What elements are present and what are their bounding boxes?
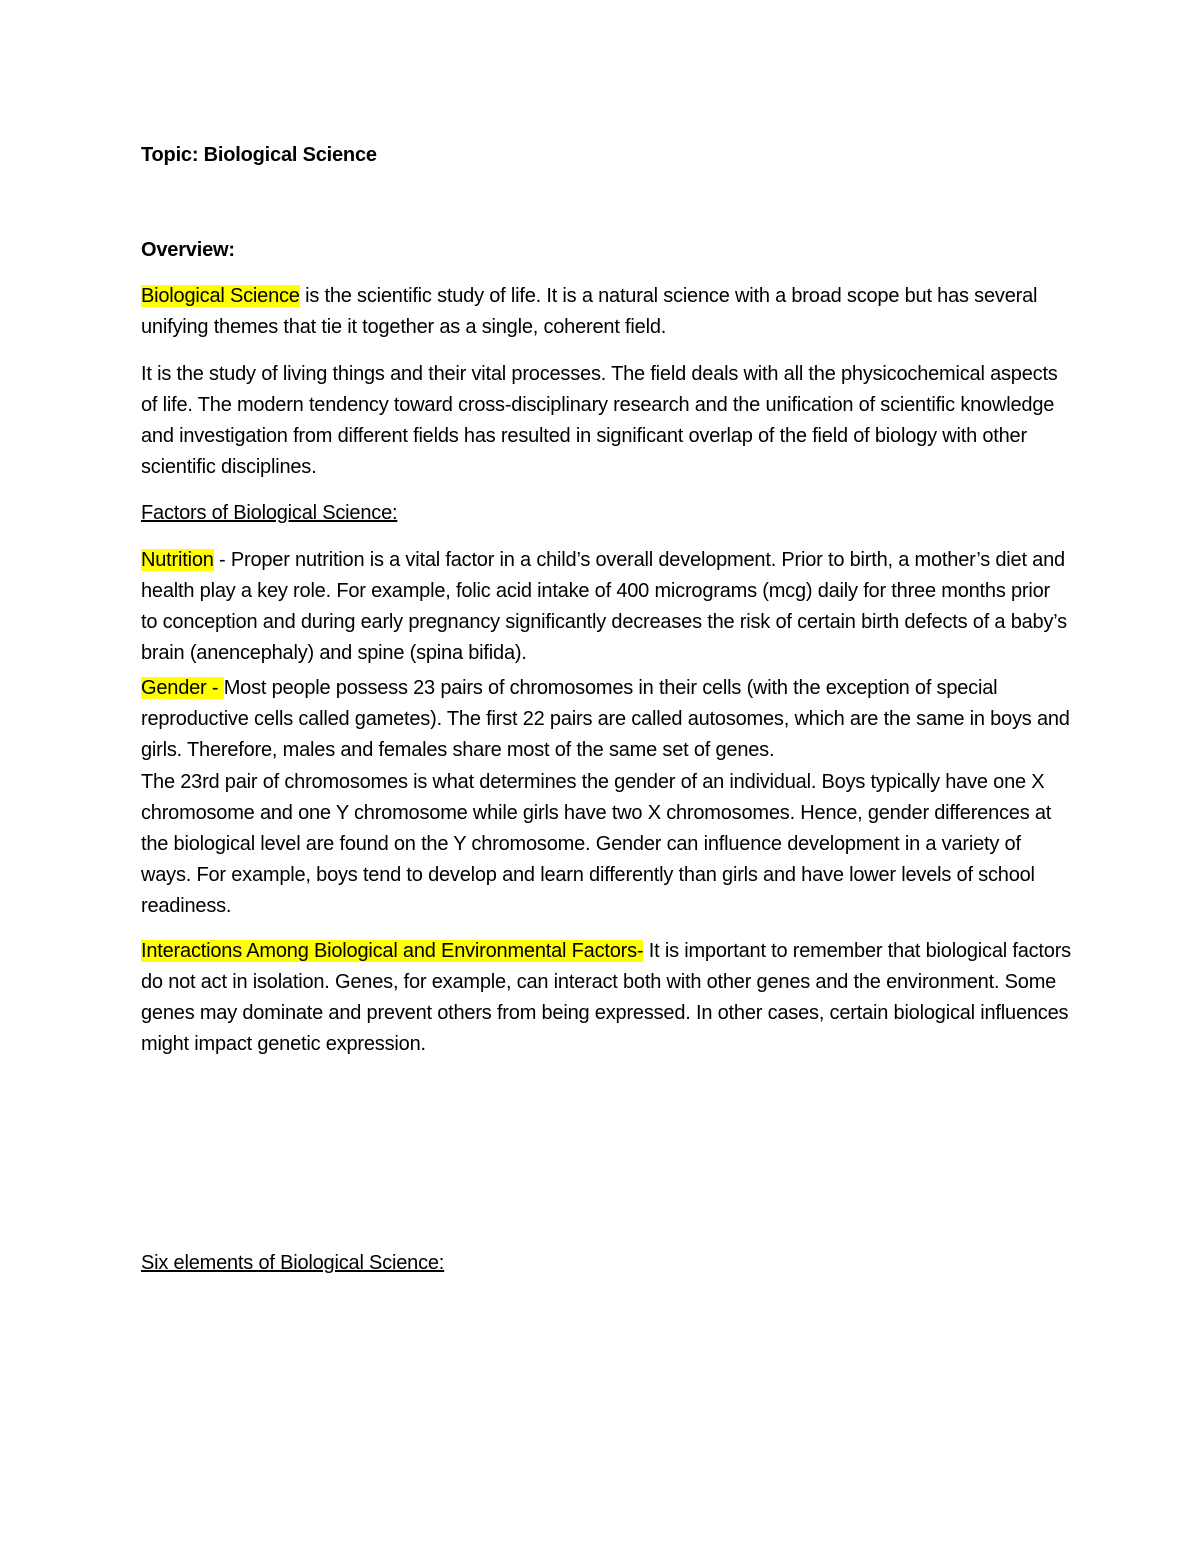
paragraph-text: - Proper nutrition is a vital factor in a child’s overall development. Prior to birth, a mother’s diet and health play a key role. For example, folic acid intake of 400 micrograms (mcg) daily for three months prior to conception and during early pregnancy significantly decreases the risk of certain birth defects of a baby’s brain (anencephaly) and spine (spina bifida). <box>141 549 1067 664</box>
paragraph-text: Most people possess 23 pairs of chromosomes in their cells (with the exception of special reproductive cells called gametes). The first 22 pairs are called autosomes, which are the same in boys and girls. Therefore, males and females share most of the same set of genes. <box>141 677 1070 761</box>
nutrition-paragraph <box>141 545 1071 669</box>
gender-paragraph <box>141 673 1071 766</box>
highlighted-term: Gender - <box>141 677 224 699</box>
highlighted-term: Nutrition <box>141 549 214 571</box>
factors-heading: Factors of Biological Science: <box>141 502 398 524</box>
paragraph-text: is the scientific study of life. It is a natural science with a broad scope but has several unifying themes that tie it together as a single, coherent field. <box>141 285 1038 338</box>
highlighted-term: Biological Science <box>141 285 300 307</box>
overview-heading: Overview: <box>141 239 235 261</box>
gender-paragraph-2: The 23rd pair of chromosomes is what determines the gender of an individual. Boys typically have one X chromosome and one Y chromosome while girls have two X chromosomes. Hence, gender differences at the biological level are found on the Y chromosome. Gender can influence development in a variety of ways. For example, boys tend to develop and learn differently than girls and have lower levels of school readiness. <box>141 771 1052 917</box>
overview-paragraph-1 <box>141 281 1071 343</box>
six-elements-heading: Six elements of Biological Science: <box>141 1252 445 1274</box>
overview-paragraph-2: It is the study of living things and their vital processes. The field deals with all the physicochemical aspects of life. The modern tendency toward cross-disciplinary research and the unification of scientific knowledge and investigation from different fields has resulted in significant overlap of the field of biology with other scientific disciplines. <box>141 363 1058 478</box>
highlighted-term: Interactions Among Biological and Environmental Factors- <box>141 940 644 962</box>
paragraph-text: It is important to remember that biological factors do not act in isolation. Genes, for example, can interact both with other genes and the environment. Some genes may dominate and prevent others from being expressed. In other cases, certain biological influences might impact genetic expression. <box>141 940 1071 1055</box>
page-title: Topic: Biological Science <box>141 144 377 166</box>
interactions-paragraph <box>141 936 1071 1060</box>
